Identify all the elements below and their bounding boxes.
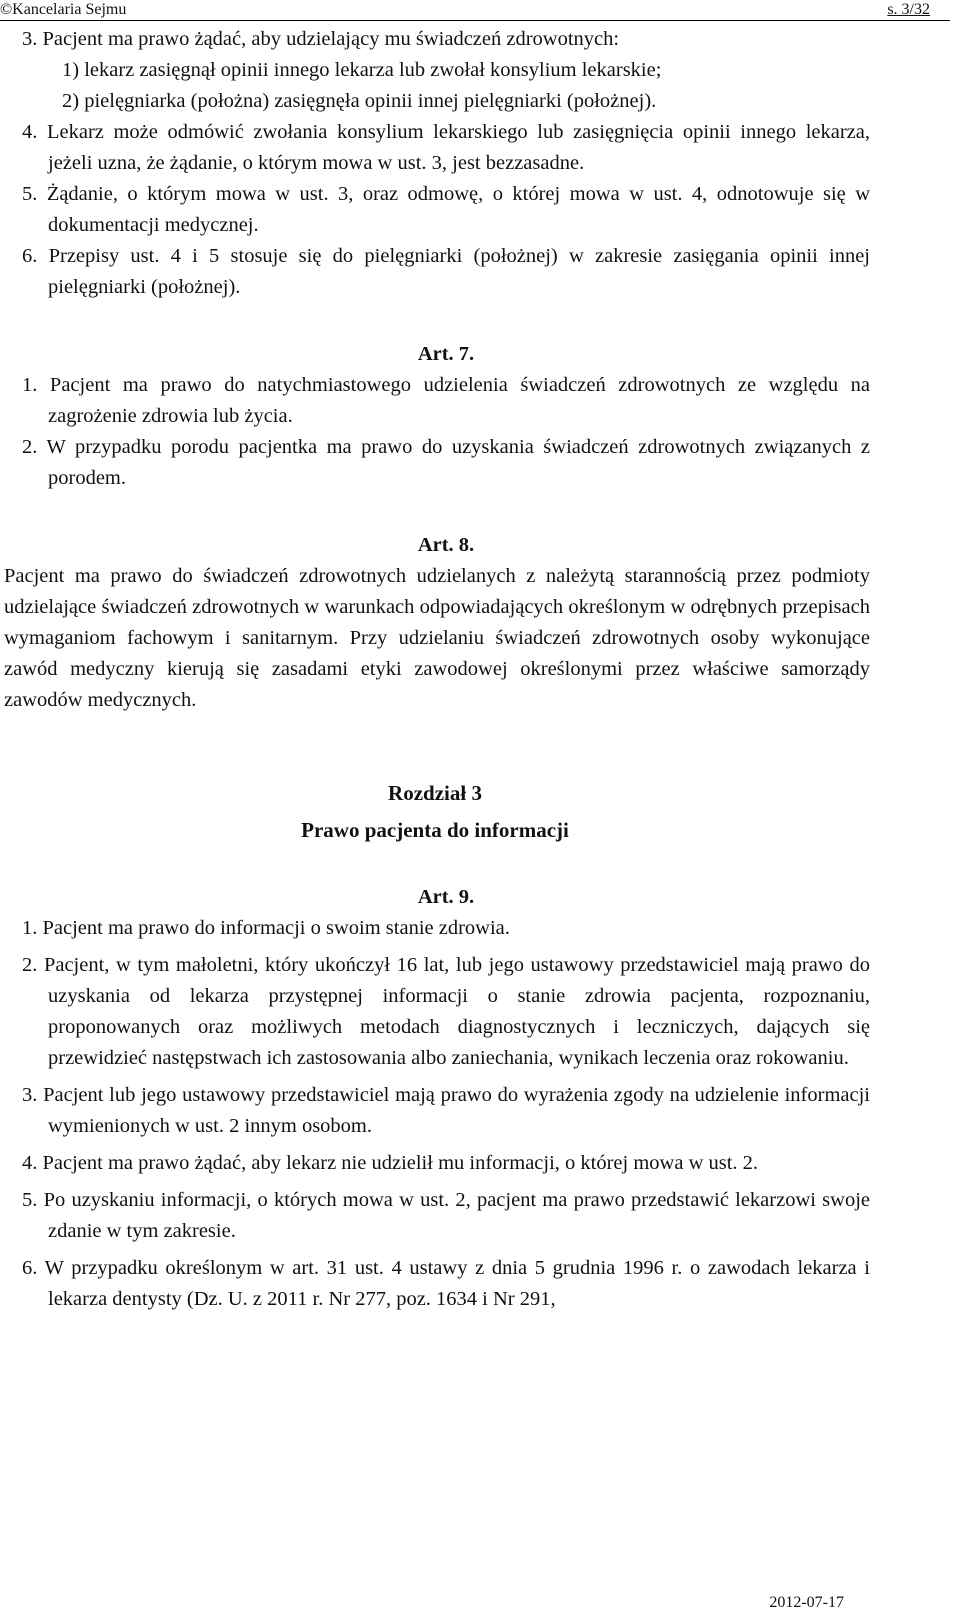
article-7-paragraph-1: 1. Pacjent ma prawo do natychmiastowego udzielenia świadczeń zdrowotnych ze względu na zagrożenie zdrowia lub życia.: [22, 374, 870, 427]
article-8-heading: Art. 8.: [417, 534, 475, 556]
chapter-number: Rozdział 3: [388, 781, 482, 805]
header-rule: [0, 20, 950, 21]
paragraph-3-point-1: 1) lekarz zasięgnął opinii innego lekarza lub zwołał konsylium lekarskie;: [62, 59, 662, 81]
article-9-paragraph-5: 5. Po uzyskaniu informacji, o których mowa w ust. 2, pacjent ma prawo przedstawić lekarzowi swoje zdanie w tym zakresie.: [22, 1189, 870, 1242]
article-9-heading: Art. 9.: [417, 886, 475, 908]
article-9-paragraph-1: 1. Pacjent ma prawo do informacji o swoim stanie zdrowia.: [22, 917, 510, 939]
paragraph-3: 3. Pacjent ma prawo żądać, aby udzielający mu świadczeń zdrowotnych:: [22, 28, 620, 50]
article-7-paragraph-2: 2. W przypadku porodu pacjentka ma prawo do uzyskania świadczeń zdrowotnych związanych z porodem.: [22, 436, 870, 489]
chapter-title: Prawo pacjenta do informacji: [301, 818, 569, 842]
article-9-paragraph-3: 3. Pacjent lub jego ustawowy przedstawiciel mają prawo do wyrażenia zgody na udzielenie informacji wymienionych w ust. 2 innym osobom.: [22, 1084, 870, 1137]
header-publisher: ©Kancelaria Sejmu: [0, 1, 127, 18]
article-9-paragraph-4: 4. Pacjent ma prawo żądać, aby lekarz nie udzielił mu informacji, o której mowa w ust. 2.: [22, 1152, 759, 1174]
article-9-paragraph-2: 2. Pacjent, w tym małoletni, który ukończył 16 lat, lub jego ustawowy przedstawiciel mają prawo do uzyskania od lekarza przystępnej informacji o stanie zdrowia pacjenta, rozpoznaniu, proponowanych oraz możliwych metodach diagnostycznych i leczniczych, dających się przewidzieć następstwach ich zastosowania albo zaniechania, wynikach leczenia oraz rokowaniu.: [22, 954, 870, 1069]
header-page-number: s. 3/32: [887, 1, 930, 18]
article-9-paragraph-6: 6. W przypadku określonym w art. 31 ust. 4 ustawy z dnia 5 grudnia 1996 r. o zawodach lekarza i lekarza dentysty (Dz. U. z 2011 r. Nr 277, poz. 1634 i Nr 291,: [22, 1257, 870, 1310]
footer-date: 2012-07-17: [769, 1594, 844, 1611]
article-7-heading: Art. 7.: [417, 343, 475, 365]
document-body: [0, 24, 870, 1315]
paragraph-6: 6. Przepisy ust. 4 i 5 stosuje się do pielęgniarki (położnej) w zakresie zasięgania opinii innej pielęgniarki (położnej).: [22, 245, 870, 298]
paragraph-3-point-2: 2) pielęgniarka (położna) zasięgnęła opinii innej pielęgniarki (położnej).: [62, 90, 657, 112]
paragraph-4: 4. Lekarz może odmówić zwołania konsylium lekarskiego lub zasięgnięcia opinii innego lekarza, jeżeli uzna, że żądanie, o którym mowa w ust. 3, jest bezzasadne.: [22, 121, 870, 174]
paragraph-5: 5. Żądanie, o którym mowa w ust. 3, oraz odmowę, o której mowa w ust. 4, odnotowuje się w dokumentacji medycznej.: [22, 183, 870, 236]
article-8-text: Pacjent ma prawo do świadczeń zdrowotnych udzielanych z należytą starannością przez podmioty udzielające świadczeń zdrowotnych w warunkach odpowiadających określonym w odrębnych przepisach wymaganiom fachowym i sanitarnym. Przy udzielaniu świadczeń zdrowotnych osoby wykonujące zawód medyczny kierują się zasadami etyki zawodowej określonymi przez właściwe samorządy zawodów medycznych.: [4, 565, 870, 711]
